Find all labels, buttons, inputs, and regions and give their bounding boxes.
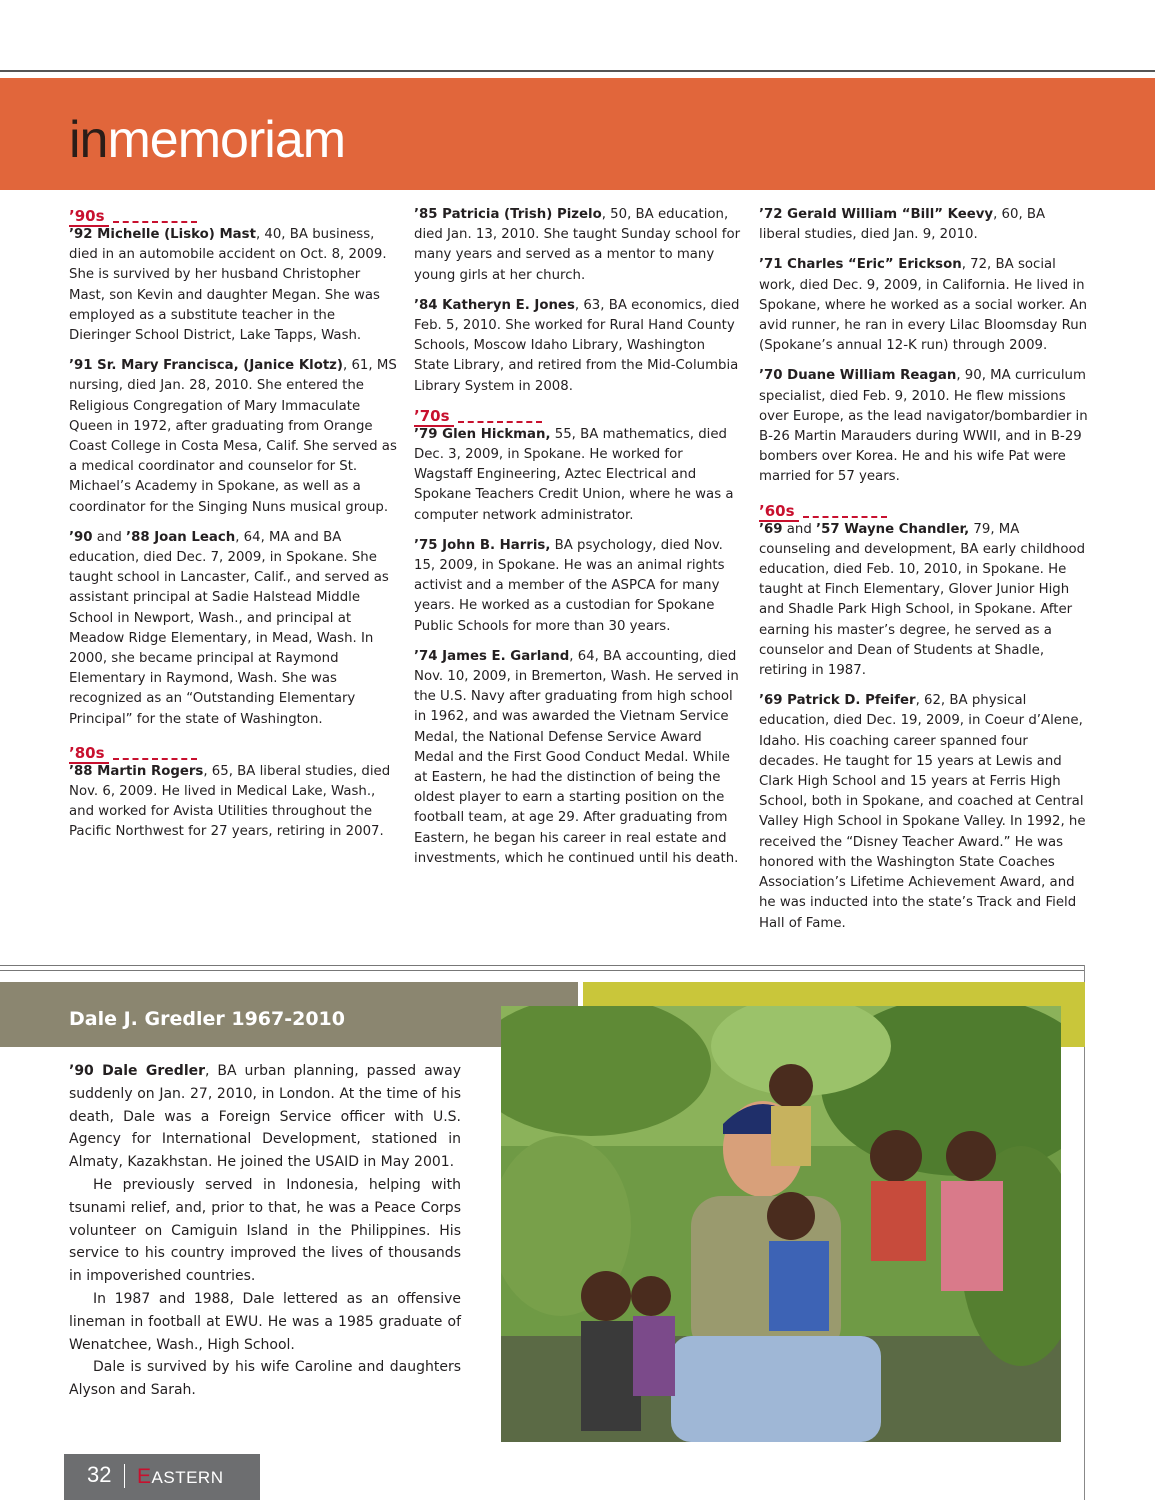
entry-name: ’74 James E. Garland (414, 648, 570, 664)
section-rule (0, 970, 1085, 971)
feature-photo (501, 1006, 1061, 1442)
obituary-entry (414, 296, 744, 397)
entry-name: ’88 Joan Leach (126, 529, 236, 545)
obituary-entry (414, 205, 744, 286)
obituary-entry (69, 225, 399, 346)
obituary-entry: ’69 and ’57 Wayne Chandler, 79, MA counseling and development, BA early childhood education, died Feb. 10, 2010, in Spokane. He taught at Finch Elementary, Glover Junior High and Shadle Park High School, in Spokane. After earning his master’s degree, he served as a counselor and Dean of Students at Shadle, retiring in 1987. (759, 521, 1086, 679)
story-paragraph: ’90 Dale Gredler, BA urban planning, passed away suddenly on Jan. 27, 2010, in London. At the time of his death, Dale was a Foreign Service officer with U.S. Agency for International Development, stationed in Almaty, Kazakhstan. He joined the USAID in May 2001. (69, 1063, 461, 1171)
entry-text: , 65, BA liberal studies, died Nov. 6, 2009. He lived in Medical Lake, Wash., and worked for Avista Utilities throughout the Pacific Northwest for 27 years, retiring in 2007. (69, 763, 391, 840)
entry-name: ’57 Wayne Chandler, (816, 521, 970, 537)
obituary-entry (759, 205, 1089, 245)
entry-name: ’85 Patricia (Trish) Pizelo (414, 207, 602, 222)
column-2 (414, 205, 744, 879)
entry-text: , 62, BA physical education, died Dec. 19, 2009, in Coeur d’Alene, Idaho. His coaching career spanned four decades. He taught for 15 years at Lewis and Clark High School and 15 years at Ferris High School, both in Spokane, and coached at Central Valley High School in Spokane Valley. In 1992, he received the “Disney Teacher Award.” He was honored with the Washington State Coaches Association’s Lifetime Achievement Award, and he was inducted into the state’s Track and Field Hall of Fame. (759, 693, 1086, 931)
column-3 (759, 205, 1089, 944)
entry-text: , 50, BA education, died Jan. 13, 2010. She taught Sunday school for many years and served as a mentor to many young girls at her church. (414, 207, 741, 283)
entry-text: , 72, BA social work, died Dec. 9, 2009, in California. He lived in Spokane, where he worked as a social worker. An avid runner, he ran in every Lilac Bloomsday Run (Spokane’s annual 12-K run) through 2009. (759, 257, 1088, 354)
entry-name: ’69 Patrick D. Pfeifer (759, 693, 916, 709)
entry-text: , 63, BA economics, died Feb. 5, 2010. She worked for Rural Hand County Schools, Moscow Idaho Library, Washington State Library, and retired from the Mid-Columbia Library System in 2008. (414, 297, 740, 394)
entry-name: ’88 Martin Rogers (69, 763, 204, 779)
entry-text: BA psychology, died Nov. 15, 2009, in Spokane. He was an animal rights activist and a member of the ASPCA for many years. He worked as a custodian for Spokane Public Schools for more than 30 years. (414, 537, 725, 634)
photo-illustration (501, 1006, 1061, 1442)
decade-heading-90s: ’90s (69, 207, 199, 225)
entry-text: , 40, BA business, died in an automobile accident on Oct. 8, 2009. She is survived by her husband Christopher Mast, son Kevin and daughter Megan. She was employed as a substitute teacher in the Dieringer School District, Lake Tapps, Wash. (69, 227, 387, 344)
page-title (69, 110, 345, 170)
entry-name: ’91 Sr. Mary Francisca, (Janice Klotz) (69, 358, 344, 374)
story-paragraph: Dale is survived by his wife Caroline and daughters Alyson and Sarah. (69, 1359, 461, 1399)
entry-name: ’75 John B. Harris, (414, 537, 551, 553)
entry-text: , 60, BA liberal studies, died Jan. 9, 2010. (759, 207, 1046, 243)
entry-text: 79, MA counseling and development, BA early childhood education, died Feb. 10, 2010, in Spokane. He taught at Finch Elementary, Glover Junior High and Shadle Park High School, in Spokane. After earning his master’s degree, he served as a counselor and Dean of Students at Shadle, retiring in 1987. (759, 521, 1086, 679)
obituary-entry (759, 255, 1089, 356)
entry-name: ’69 (759, 521, 783, 537)
magazine-name: EASTERN (137, 1465, 224, 1488)
title-prefix: in (69, 111, 108, 169)
obituary-entry (414, 536, 744, 637)
obituary-entry: ’90 and ’88 Joan Leach, 64, MA and BA education, died Dec. 7, 2009, in Spokane. She taught school in Lancaster, Calif., and served as assistant principal at Sadie Halstead Middle School in Newport, Wash., and principal at Meadow Ridge Elementary, in Mead, Wash. In 2000, she became principal at Raymond Elementary in Raymond, Wash. She was recognized as an “Outstanding Elementary Principal” for the state of Washington. (69, 529, 389, 727)
obituary-entry (759, 366, 1089, 487)
footer-divider (124, 1464, 125, 1488)
feature-title: Dale J. Gredler 1967-2010 (69, 1008, 345, 1030)
entry-text: 55, BA mathematics, died Dec. 3, 2009, in Spokane. He worked for Wagstaff Engineering, Aztec Electrical and Spokane Teachers Credit Union, where he was a computer network administrator. (414, 426, 734, 523)
decade-heading-60s: ’60s (759, 502, 889, 520)
story-paragraph: He previously served in Indonesia, helping with tsunami relief, and, prior to that, he was a Peace Corps volunteer on Camiguin Island in the Philippines. His service to his country improved the lives of thousands in impoverished countries. (69, 1176, 461, 1285)
entry-text: , 61, MS nursing, died Jan. 28, 2010. She entered the Religious Congregation of Mary Immaculate Queen in 1972, after graduating from Orange Coast College in Costa Mesa, Calif. She served as a medical coordinator and counselor for St. Michael’s Academy in Spokane, as well as a coordinator for the Singing Nuns musical group. (69, 358, 397, 515)
entry-name: ’79 Glen Hickman, (414, 426, 551, 442)
obituary-entry (69, 762, 399, 843)
top-rule (0, 70, 1155, 72)
column-1 (69, 205, 399, 853)
entry-name: ’70 Duane William Reagan (759, 368, 957, 384)
story-lead-name: ’90 Dale Gredler (69, 1063, 206, 1079)
obituary-entry (414, 647, 744, 869)
entry-name: ’92 Michelle (Lisko) Mast (69, 227, 256, 242)
obituary-entry (414, 425, 744, 526)
section-rule (0, 965, 1085, 966)
story-paragraph: In 1987 and 1988, Dale lettered as an offensive lineman in football at EWU. He was a 1985 graduate of Wenatchee, Wash., High School. (69, 1290, 461, 1353)
entry-name: ’90 (69, 529, 93, 545)
feature-story (69, 1060, 461, 1402)
entry-name: ’84 Katheryn E. Jones (414, 297, 575, 313)
decade-heading-80s: ’80s (69, 744, 199, 762)
page-number: 32 (87, 1462, 112, 1487)
entry-text: , 90, MA curriculum specialist, died Feb. 9, 2010. He flew missions over Europe, as the lead navigator/bombardier in B-26 Martin Marauders during WWII, and in B-29 bombers over Korea. He and his wife Pat were married for 57 years. (759, 368, 1088, 485)
decade-heading-70s: ’70s (414, 407, 544, 425)
obituary-entry (759, 691, 1089, 933)
title-main: memoriam (107, 111, 346, 169)
entry-name: ’71 Charles “Eric” Erickson (759, 257, 962, 273)
entry-text: , 64, BA accounting, died Nov. 10, 2009, in Bremerton, Wash. He served in the U.S. Navy after graduating from high school in 1962, and was awarded the Vietnam Service Medal, the National Defense Service Award Medal and the First Good Conduct Medal. While at Eastern, he had the distinction of being the oldest player to earn a starting position on the football team, at age 29. After graduating from Eastern, he began his career in real estate and investments, which he continued until his death. (414, 648, 739, 866)
entry-text: , 64, MA and BA education, died Dec. 7, 2009, in Spokane. She taught school in Lancaster, Calif., and served as assistant principal at Sadie Halstead Middle School in Newport, Wash., and principal at Meadow Ridge Elementary, in Mead, Wash. In 2000, she became principal at Raymond Elementary in Raymond, Wash. She was recognized as an “Outstanding Elementary Principal” for the state of Washington. (69, 529, 389, 727)
entry-name: ’72 Gerald William “Bill” Keevy (759, 207, 994, 222)
obituary-entry (69, 356, 399, 518)
